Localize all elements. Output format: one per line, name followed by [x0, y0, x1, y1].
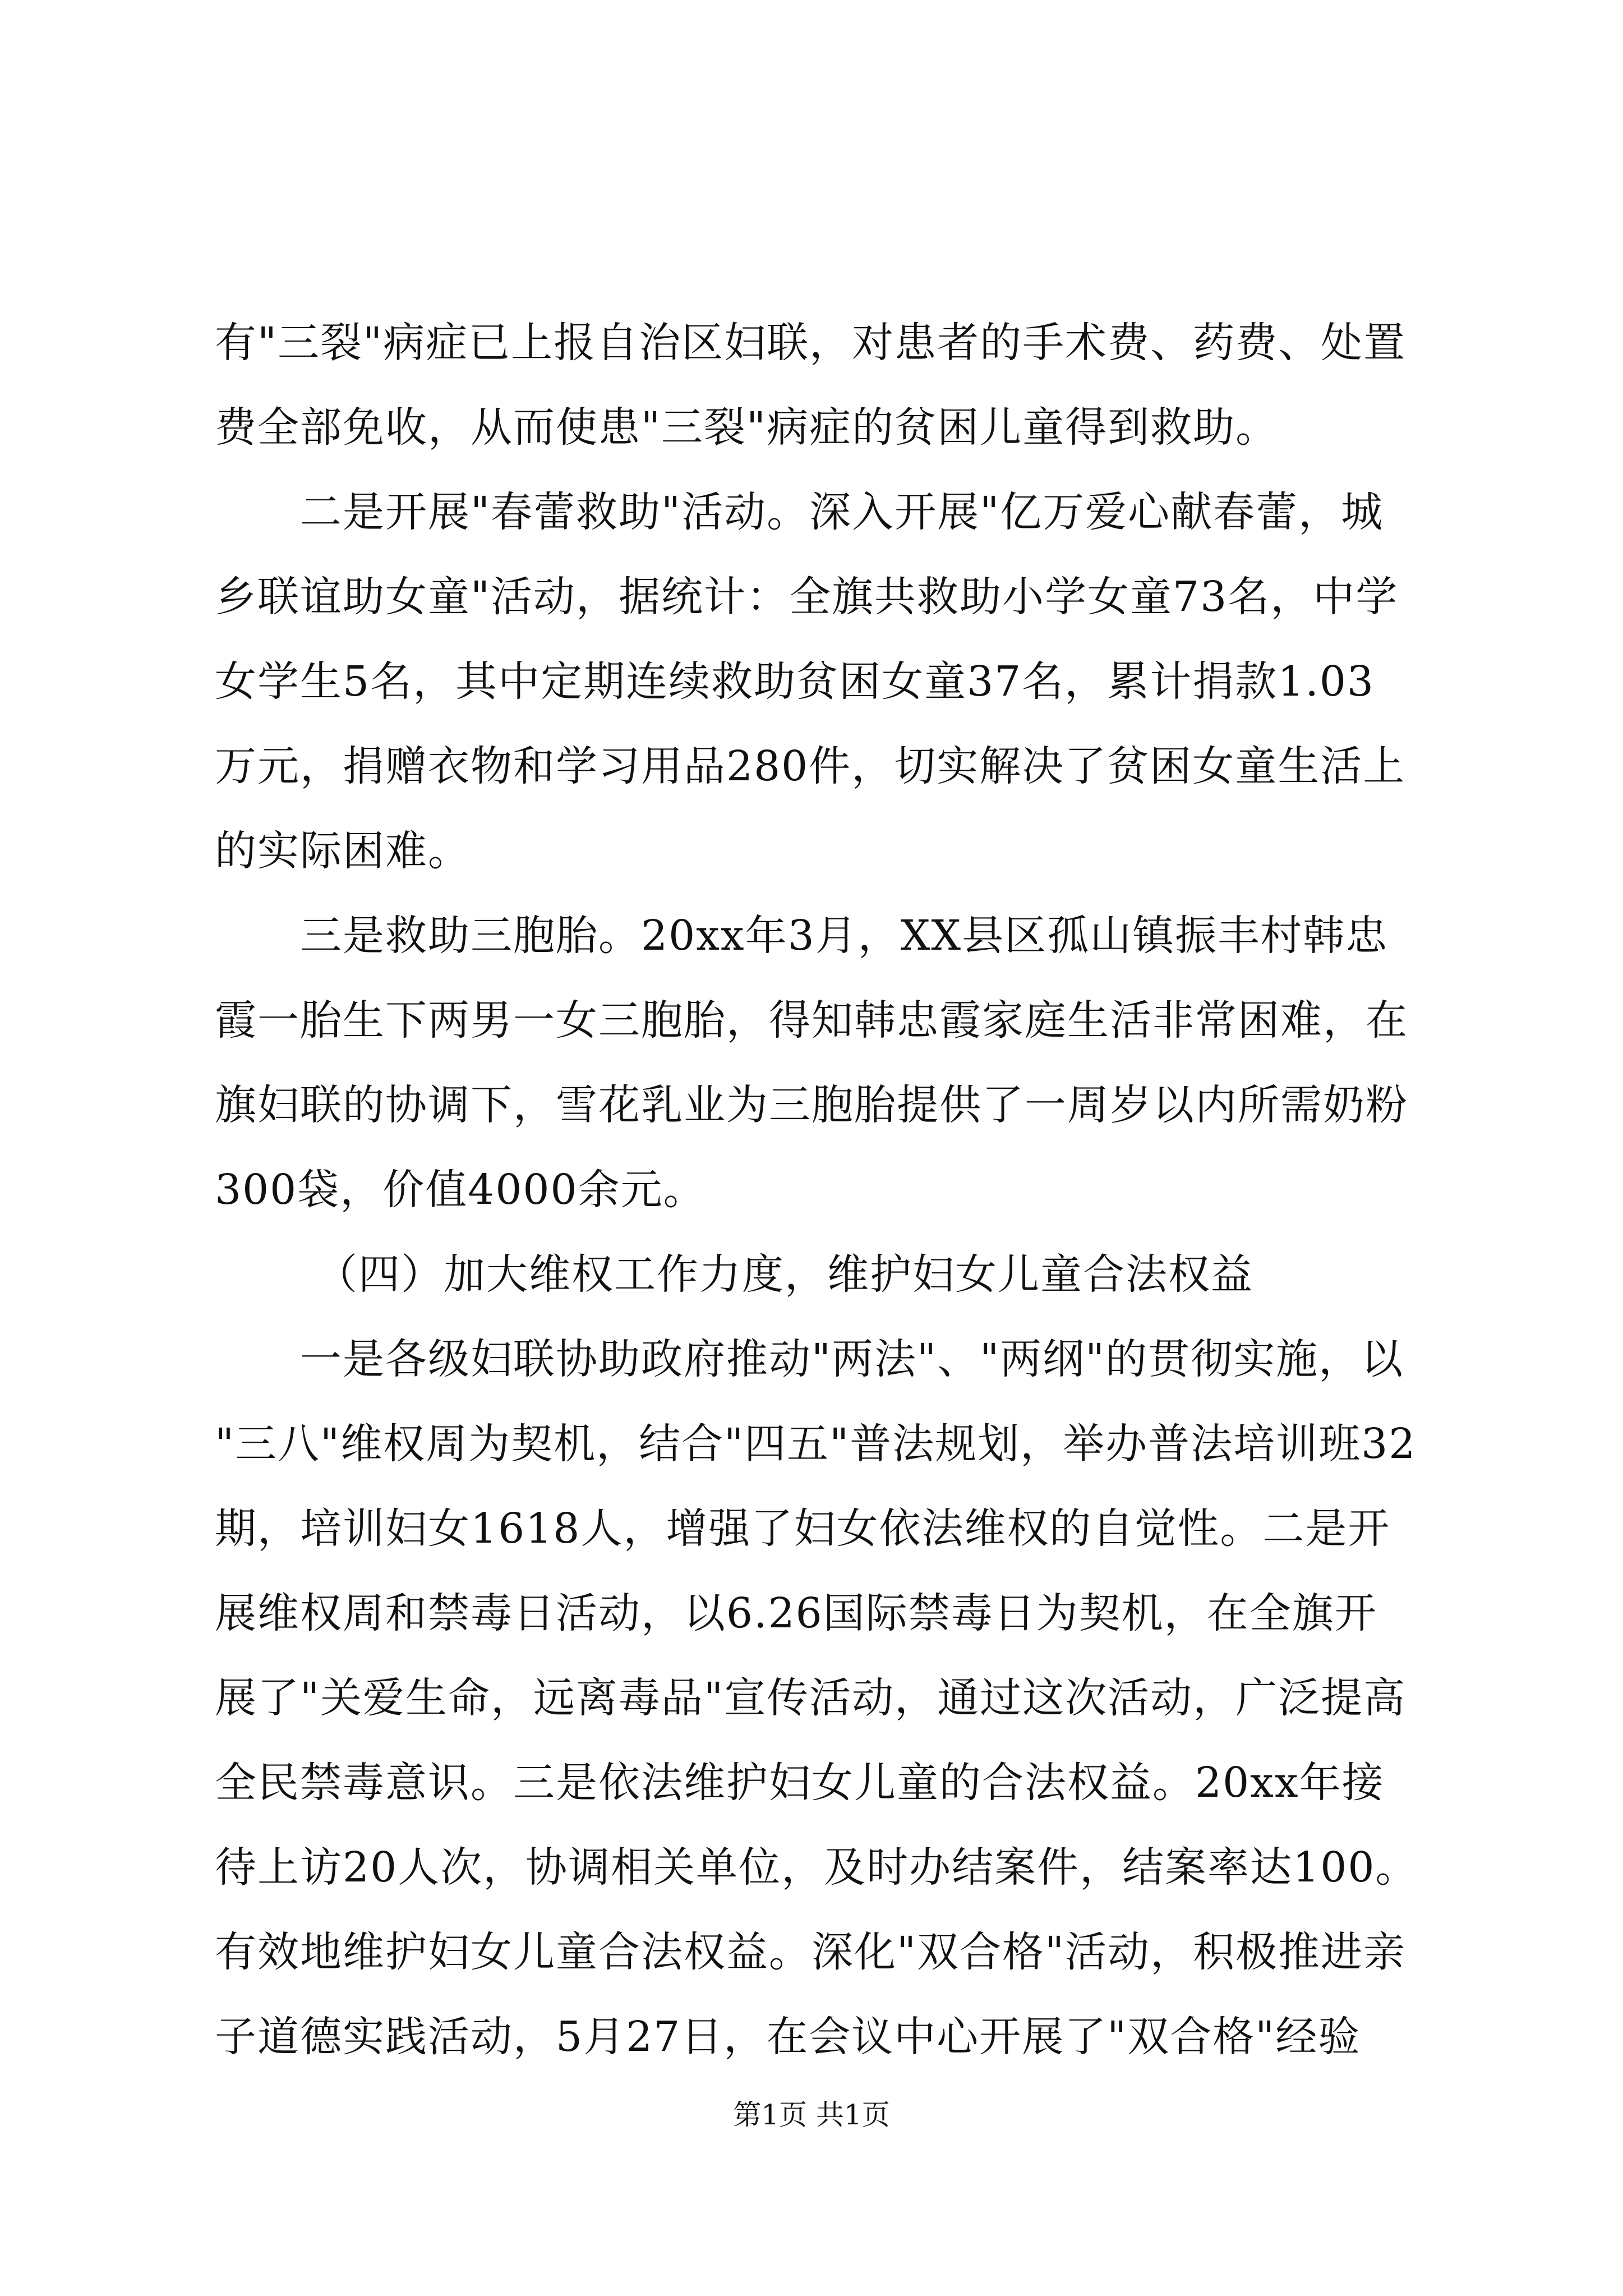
text-line: 展了"关爱生命，远离毒品"宣传活动，通过这次活动，广泛提高: [215, 1674, 1407, 1722]
document-body: [215, 301, 1418, 2079]
text-line: 待上访20人次，协调相关单位，及时办结案件，结案率达100。: [215, 1843, 1418, 1892]
text-line: 展维权周和禁毒日活动，以6.26国际禁毒日为契机，在全旗开: [215, 1589, 1377, 1637]
text-line: "三八"维权周为契机，结合"四五"普法规划，举办普法培训班32: [215, 1420, 1417, 1468]
text-line: 三是救助三胞胎。20xx年3月，XX县区孤山镇振丰村韩忠: [215, 912, 1389, 960]
text-line: 费全部免收，从而使患"三裂"病症的贫困儿童得到救助。: [215, 403, 1279, 452]
text-line: 300袋，价值4000余元。: [215, 1166, 706, 1214]
text-line: 霞一胎生下两男一女三胞胎，得知韩忠霞家庭生活非常困难，在: [215, 996, 1408, 1045]
section-heading: （四）加大维权工作力度，维护妇女儿童合法权益: [316, 1250, 1253, 1299]
text-line: 旗妇联的协调下，雪花乳业为三胞胎提供了一周岁以内所需奶粉: [215, 1081, 1408, 1129]
text-line: 全民禁毒意识。三是依法维护妇女儿童的合法权益。20xx年接: [215, 1759, 1385, 1807]
text-line: 乡联谊助女童"活动，据统计：全旗共救助小学女童73名，中学: [215, 573, 1399, 621]
page-number-footer: 第1页 共1页: [733, 2099, 890, 2131]
text-line: 女学生5名，其中定期连续救助贫困女童37名，累计捐款1.03: [215, 657, 1375, 706]
text-line: 有"三裂"病症已上报自治区妇联，对患者的手术费、药费、处置: [215, 319, 1407, 367]
text-line: 万元，捐赠衣物和学习用品280件，切实解决了贫困女童生活上: [215, 742, 1406, 790]
text-line: 有效地维护妇女儿童合法权益。深化"双合格"活动，积极推进亲: [215, 1928, 1407, 1976]
text-line: 一是各级妇联协助政府推动"两法"、"两纲"的贯彻实施，以: [215, 1335, 1404, 1383]
text-line: 二是开展"春蕾救助"活动。深入开展"亿万爱心献春蕾，城: [215, 488, 1384, 536]
text-line: 的实际困难。: [215, 827, 471, 875]
text-line: 期，培训妇女1618人，增强了妇女依法维权的自觉性。二是开: [215, 1504, 1391, 1553]
text-line: 子道德实践活动，5月27日，在会议中心开展了"双合格"经验: [215, 2013, 1361, 2061]
